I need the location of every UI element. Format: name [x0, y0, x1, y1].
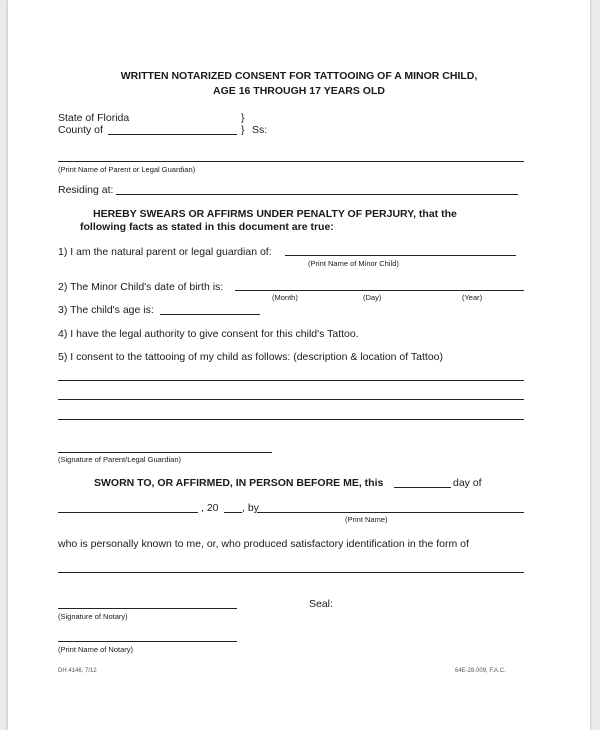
notary-signature-field[interactable]: [58, 608, 237, 609]
minor-child-name-caption: (Print Name of Minor Child): [308, 259, 399, 268]
footer-form-number: DH 4146, 7/12: [58, 668, 97, 674]
year-prefix-label: , 20: [201, 502, 219, 514]
minor-child-name-field[interactable]: [285, 255, 516, 256]
item-3-text: 3) The child's age is:: [58, 304, 154, 316]
venue-brace-bottom: }: [241, 124, 245, 136]
parent-signature-caption: (Signature of Parent/Legal Guardian): [58, 455, 181, 464]
item-5-text: 5) I consent to the tattooing of my child as follows: (description & location of Tattoo): [58, 351, 444, 363]
date-of-birth-field[interactable]: [235, 290, 524, 291]
consent-form-page: [8, 0, 590, 730]
affiant-name-field[interactable]: [257, 512, 524, 513]
item-4-text: 4) I have the legal authority to give consent for this child's Tattoo.: [58, 328, 359, 340]
county-field[interactable]: [108, 134, 237, 135]
oath-line2: following facts as stated in this document are true:: [80, 221, 334, 233]
tattoo-description-line-3[interactable]: [58, 419, 524, 420]
county-label: County of: [58, 124, 103, 136]
identification-text: who is personally known to me, or, who produced satisfactory identification in the form of: [58, 538, 469, 550]
day-of-label: day of: [453, 477, 482, 489]
dob-year-caption: (Year): [462, 293, 483, 302]
dob-day-caption: (Day): [363, 293, 382, 302]
notary-print-name-field[interactable]: [58, 641, 237, 642]
parent-name-field[interactable]: [58, 161, 524, 162]
tattoo-description-line-2[interactable]: [58, 399, 524, 400]
item-2-text: 2) The Minor Child's date of birth is:: [58, 281, 224, 293]
notary-print-name-caption: (Print Name of Notary): [58, 645, 134, 654]
form-title-line2: AGE 16 THROUGH 17 YEARS OLD: [213, 85, 385, 97]
dob-month-caption: (Month): [272, 293, 298, 302]
sworn-year-field[interactable]: [224, 512, 242, 513]
residing-address-field[interactable]: [116, 194, 518, 195]
seal-label: Seal:: [309, 598, 333, 610]
residing-label: Residing at:: [58, 184, 114, 196]
sworn-month-field[interactable]: [58, 512, 198, 513]
parent-signature-field[interactable]: [58, 452, 272, 453]
child-age-field[interactable]: [160, 314, 260, 315]
state-label: State of Florida: [58, 112, 130, 124]
oath-line1: HEREBY SWEARS OR AFFIRMS UNDER PENALTY OF PERJURY, that the: [93, 208, 457, 220]
sworn-day-field[interactable]: [394, 487, 451, 488]
tattoo-description-line-1[interactable]: [58, 380, 524, 381]
parent-name-caption: (Print Name of Parent or Legal Guardian): [58, 165, 196, 174]
form-title-line1: WRITTEN NOTARIZED CONSENT FOR TATTOOING OF A MINOR CHILD,: [120, 70, 478, 82]
identification-type-field[interactable]: [58, 572, 524, 573]
footer-rule-citation: 64E-28.009, F.A.C.: [455, 668, 506, 674]
venue-brace-top: }: [241, 112, 245, 124]
ss-label: Ss:: [252, 124, 268, 136]
sworn-text: SWORN TO, OR AFFIRMED, IN PERSON BEFORE ME, this: [94, 477, 384, 489]
notary-signature-caption: (Signature of Notary): [58, 612, 128, 621]
by-label: , by: [242, 502, 259, 514]
affiant-name-caption: (Print Name): [345, 515, 388, 524]
item-1-text: 1) I am the natural parent or legal guardian of:: [58, 246, 272, 258]
